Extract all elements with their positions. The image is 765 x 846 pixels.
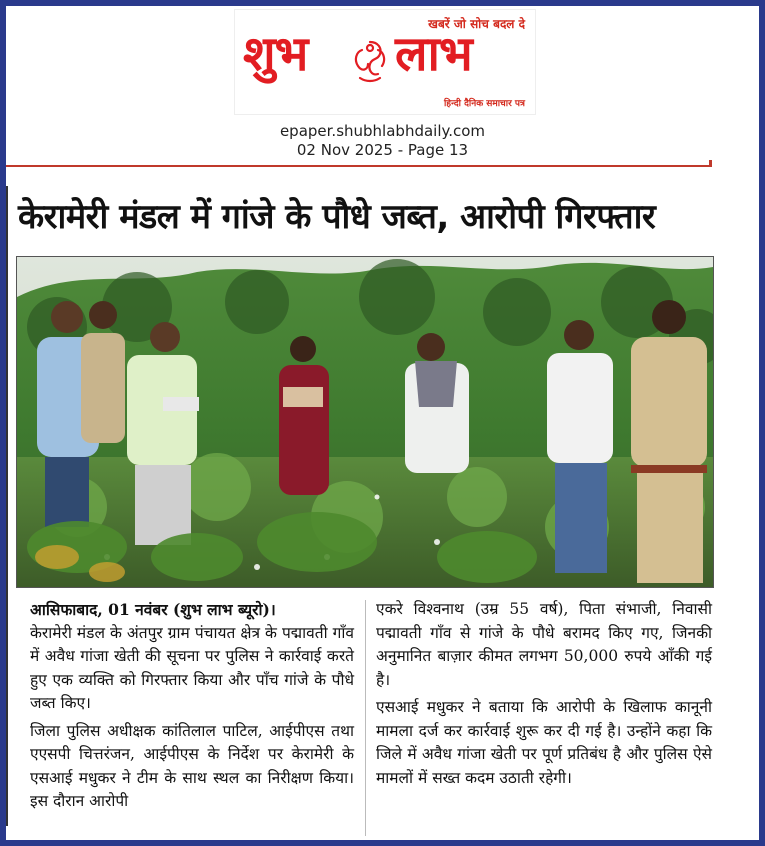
article-paragraph-2: जिला पुलिस अधीक्षक कांतिलाल पाटिल, आईपीएस तथा एएसपी चित्तरंजन, आईपीएस के निर्देश पर केरामेरी के एसआई मधुकर ने टीम के साथ स्थल का निरीक्षण किया। इस दौरान आरोपी [30, 721, 354, 810]
article-paragraph-4: एसआई मधुकर ने बताया कि आरोपी के खिलाफ कानूनी मामला दर्ज कर कार्रवाई शुरू कर दी गई है। उन्होंने कहा कि जिले में अवैध गांजा खेती पर पूर्ण प्रतिबंध है और पुलिस ऐसे मामलों में सख्त कदम उठाती रहेगी। [376, 698, 712, 787]
field-inspection-photo [16, 256, 714, 588]
logo-text-shubh: शुभ [243, 26, 308, 82]
logo-text-labh: लाभ [395, 26, 472, 82]
masthead-logo [234, 9, 536, 115]
edition-url[interactable]: epaper.shubhlabhdaily.com [279, 122, 486, 140]
header-rule [6, 165, 712, 167]
article-paragraph-1: केरामेरी मंडल के अंतपुर ग्राम पंचायत क्षेत्र के पद्मावती गाँव में अवैध गांजा खेती की सूचना पर पुलिस ने कार्रवाई करते हुए एक व्यक्ति को गिरफ्तार किया और पाँच गांजे के पौधे जब्त किए। [30, 623, 354, 712]
article-headline: केरामेरी मंडल में गांजे के पौधे जब्त, आरोपी गिरफ्तार [18, 197, 656, 237]
article-dateline: आसिफाबाद, 01 नवंबर (शुभ लाभ ब्यूरो)। [30, 600, 276, 619]
edition-date-page: 02 Nov 2025 - Page 13 [296, 141, 469, 159]
ganesha-emblem-icon [348, 36, 392, 86]
header-rule-tick [709, 160, 712, 167]
masthead-tagline: खबरें जो सोच बदल दे [428, 17, 525, 31]
column-divider [365, 600, 366, 836]
article-column-1 [30, 598, 354, 814]
masthead-subtag: हिन्दी दैनिक समाचार पत्र [443, 99, 525, 109]
newspaper-page [6, 6, 759, 840]
article-paragraph-3: एकरे विश्वनाथ (उम्र 55 वर्ष), पिता संभाजी, निवासी पद्मावती गाँव से गांजे के पौधे बरामद किए गए, जिनकी अनुमानित बाज़ार कीमत लगभग 50,000 रुपये आँकी गई है। [376, 600, 712, 689]
column-left-rule [6, 186, 8, 826]
article-column-2 [376, 598, 712, 790]
